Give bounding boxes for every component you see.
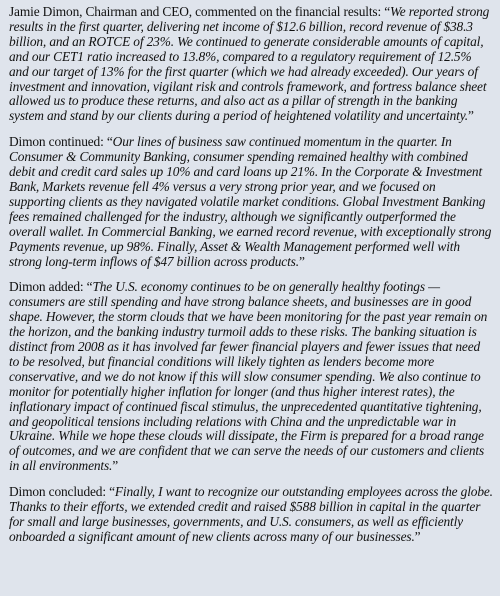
open-quote-mark: “ <box>109 484 115 500</box>
speaker-intro: Dimon added: <box>9 279 87 295</box>
quote-paragraph-1 <box>9 5 493 124</box>
quote-text: The U.S. economy continues to be on generally healthy footings —consumers are still spending and have strong balance sheets, and businesses are in good shape. However, the storm clouds that we have been monitoring for the past year remain on the horizon, and the banking industry turmoil adds to these risks. The banking situation is distinct from 2008 as it has involved far fewer financial players and fewer issues that need to be resolved, but financial conditions will likely tighten as lenders become more conservative, and we do not know if this will slow consumer spending. We also continue to monitor for potentially higher inflation for longer (and thus higher interest rates), the inflationary impact of continued fiscal stimulus, the unprecedented quantitative tightening, and geopolitical tensions including relations with China and the unpredictable war in Ukraine. While we hope these clouds will dissipate, the Firm is prepared for a broad range of outcomes, and we are confident that we can serve the needs of our customers and clients in all environments. <box>9 279 488 474</box>
speaker-intro: Jamie Dimon, Chairman and CEO, commented on the financial results: <box>9 4 385 19</box>
close-quote-mark: ” <box>414 528 421 544</box>
quote-paragraph-2 <box>9 135 493 269</box>
open-quote-mark: “ <box>86 279 93 295</box>
quote-paragraph-4 <box>9 485 493 545</box>
speaker-intro: Dimon continued: <box>9 134 107 150</box>
close-quote-mark: ” <box>298 253 305 269</box>
open-quote-mark: “ <box>384 4 391 19</box>
speaker-intro: Dimon concluded: <box>9 484 110 500</box>
quote-text: Our lines of business saw continued momentum in the quarter. In Consumer & Community Banking, consumer spending remained healthy with combined debit and credit card sales up 10% and card loans up 21%. In the Corporate & Investment Bank, Markets revenue fell 4% versus a very strong prior year, and we focused on supporting clients as they navigated volatile market conditions. Global Investment Banking fees remained challenged for the industry, although we significantly outperformed the overall wallet. In Commercial Banking, we earned record revenue, with exceptionally strong Payments revenue, up 98%. Finally, Asset & Wealth Management performed well with strong long-term inflows of $47 billion across products. <box>9 134 492 269</box>
close-quote-mark: ” <box>467 108 474 124</box>
close-quote-mark: ” <box>112 458 119 474</box>
quote-text: We reported strong results in the first quarter, delivering net income of $12.6 billion, record revenue of $38.3 billion, and an ROTCE of 23%. We continued to generate considerable amounts of capital, and our CET1 ratio increased to 13.8%, compared to a regulatory requirement of 12.5% and our target of 13% for the first quarter (which we had already exceeded). Our years of investment and innovation, vigilant risk and controls framework, and fortress balance sheet allowed us to produce these returns, and also act as a pillar of strength in the banking system and stand by our clients during a period of heightened volatility and uncertainty. <box>9 4 490 124</box>
open-quote-mark: “ <box>106 134 113 150</box>
quote-text: Finally, I want to recognize our outstanding employees across the globe. Thanks to their efforts, we extended credit and raised $588 billion in capital in the quarter for small and large businesses, governments, and U.S. consumers, as well as efficiently onboarded a significant amount of new clients across many of our businesses. <box>9 484 493 544</box>
quote-paragraph-3 <box>9 280 493 474</box>
